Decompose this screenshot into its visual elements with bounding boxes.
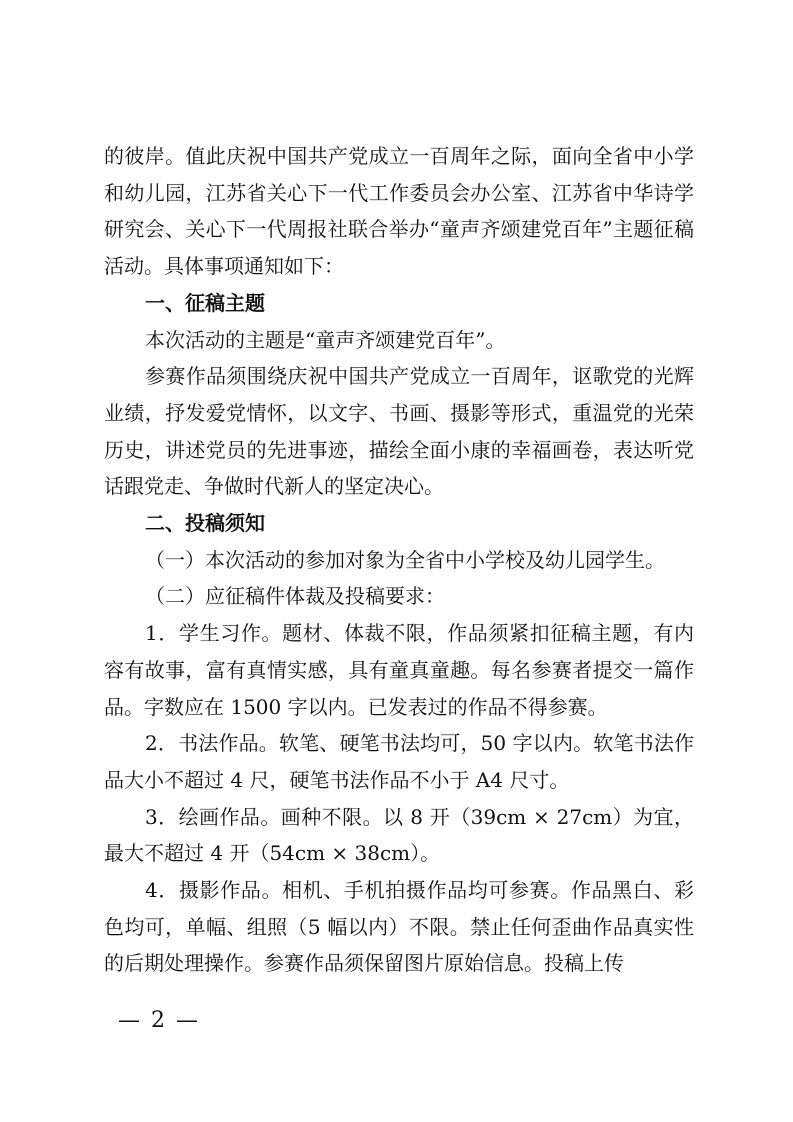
document-body — [104, 138, 694, 982]
page-number: — 2 — — [118, 1008, 200, 1033]
paragraph-essay: 1．学生习作。题材、体裁不限，作品须紧扣征稿主题，有内容有故事，富有真情实感，具有童真童趣。每名参赛者提交一篇作品。字数应在 1500 字以内。已发表过的作品不得参赛。 — [104, 621, 694, 719]
paragraph-theme: 本次活动的主题是“童声齐颂建党百年”。 — [145, 327, 506, 352]
paragraph-theme-detail: 参赛作品须围绕庆祝中国共产党成立一百周年，讴歌党的光辉业绩，抒发爱党情怀，以文字、书画、摄影等形式，重温党的光荣历史，讲述党员的先进事迹，描绘全面小康的幸福画卷，表达听党话跟党走、争做时代新人的坚定决心。 — [104, 364, 694, 499]
paragraph-painting: 3．绘画作品。画种不限。以 8 开（39cm × 27cm）为宜，最大不超过 4 开（54cm × 38cm）。 — [104, 804, 694, 866]
paragraph-continuation: 的彼岸。值此庆祝中国共产党成立一百周年之际，面向全省中小学和幼儿园，江苏省关心下一代工作委员会办公室、江苏省中华诗学研究会、关心下一代周报社联合举办“童声齐颂建党百年”主题征稿活动。具体事项通知如下： — [104, 144, 694, 279]
paragraph-photography: 4．摄影作品。相机、手机拍摄作品均可参赛。作品黑白、彩色均可，单幅、组照（5 幅以内）不限。禁止任何歪曲作品真实性的后期处理操作。参赛作品须保留图片原始信息。投稿上传 — [104, 878, 694, 976]
section-heading-theme: 一、征稿主题 — [145, 290, 265, 315]
paragraph-participants: （一）本次活动的参加对象为全省中小学校及幼儿园学生。 — [145, 547, 665, 572]
paragraph-requirements: （二）应征稿件体裁及投稿要求： — [145, 584, 445, 609]
section-heading-submission: 二、投稿须知 — [145, 511, 265, 536]
paragraph-calligraphy: 2．书法作品。软笔、硬笔书法均可，50 字以内。软笔书法作品大小不超过 4 尺，硬笔书法作品不小于 A4 尺寸。 — [104, 731, 694, 792]
